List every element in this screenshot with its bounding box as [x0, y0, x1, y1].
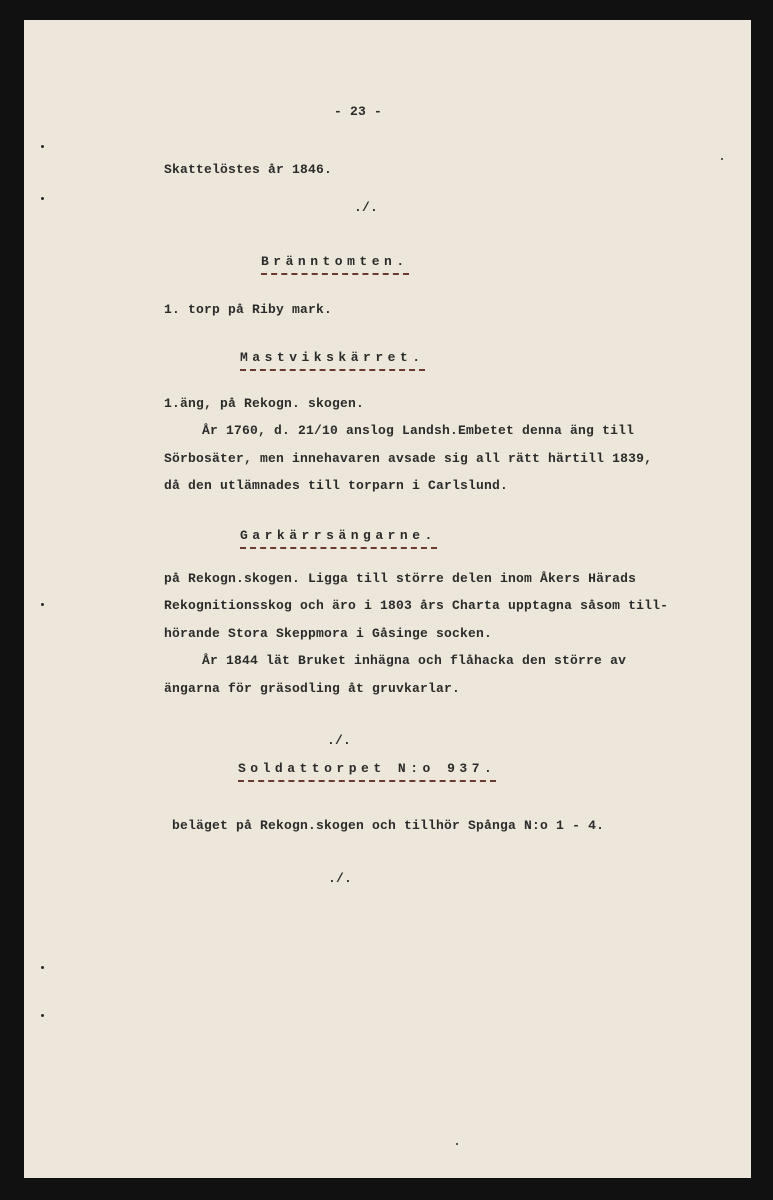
- body-line: på Rekogn.skogen. Ligga till större delen inom Åkers Härads: [164, 571, 637, 586]
- body-line: År 1760, d. 21/10 anslog Landsh.Embetet denna äng till: [202, 423, 635, 438]
- separator: ./.: [328, 871, 353, 886]
- margin-dot: [41, 145, 44, 148]
- section-heading: Mastvikskärret.: [240, 350, 425, 371]
- separator: ./.: [327, 733, 352, 748]
- section-heading: Soldattorpet N:o 937.: [238, 761, 496, 782]
- body-line: hörande Stora Skeppmora i Gåsinge socken.: [164, 626, 493, 641]
- margin-dot: [41, 197, 44, 200]
- page-number: - 23 -: [334, 104, 383, 119]
- body-line: Sörbosäter, men innehavaren avsade sig all rätt härtill 1839,: [164, 451, 653, 466]
- body-line: 1.äng, på Rekogn. skogen.: [164, 396, 365, 411]
- body-line: 1. torp på Riby mark.: [164, 302, 333, 317]
- body-line: Rekognitionsskog och äro i 1803 års Charta upptagna såsom till-: [164, 598, 669, 613]
- body-line: År 1844 lät Bruket inhägna och flåhacka den större av: [202, 653, 627, 668]
- margin-dot: [456, 1143, 458, 1145]
- margin-dot: [41, 603, 44, 606]
- intro-line: Skattelöstes år 1846.: [164, 162, 333, 177]
- margin-dot: [721, 158, 723, 160]
- section-heading: Garkärrsängarne.: [240, 528, 437, 549]
- document-page: [24, 20, 751, 1178]
- separator: ./.: [354, 200, 379, 215]
- body-line: då den utlämnades till torparn i Carlslund.: [164, 478, 509, 493]
- section-heading: Bränntomten.: [261, 254, 409, 275]
- margin-dot: [41, 1014, 44, 1017]
- body-line: beläget på Rekogn.skogen och tillhör Spånga N:o 1 - 4.: [172, 818, 605, 833]
- margin-dot: [41, 966, 44, 969]
- body-line: ängarna för gräsodling åt gruvkarlar.: [164, 681, 461, 696]
